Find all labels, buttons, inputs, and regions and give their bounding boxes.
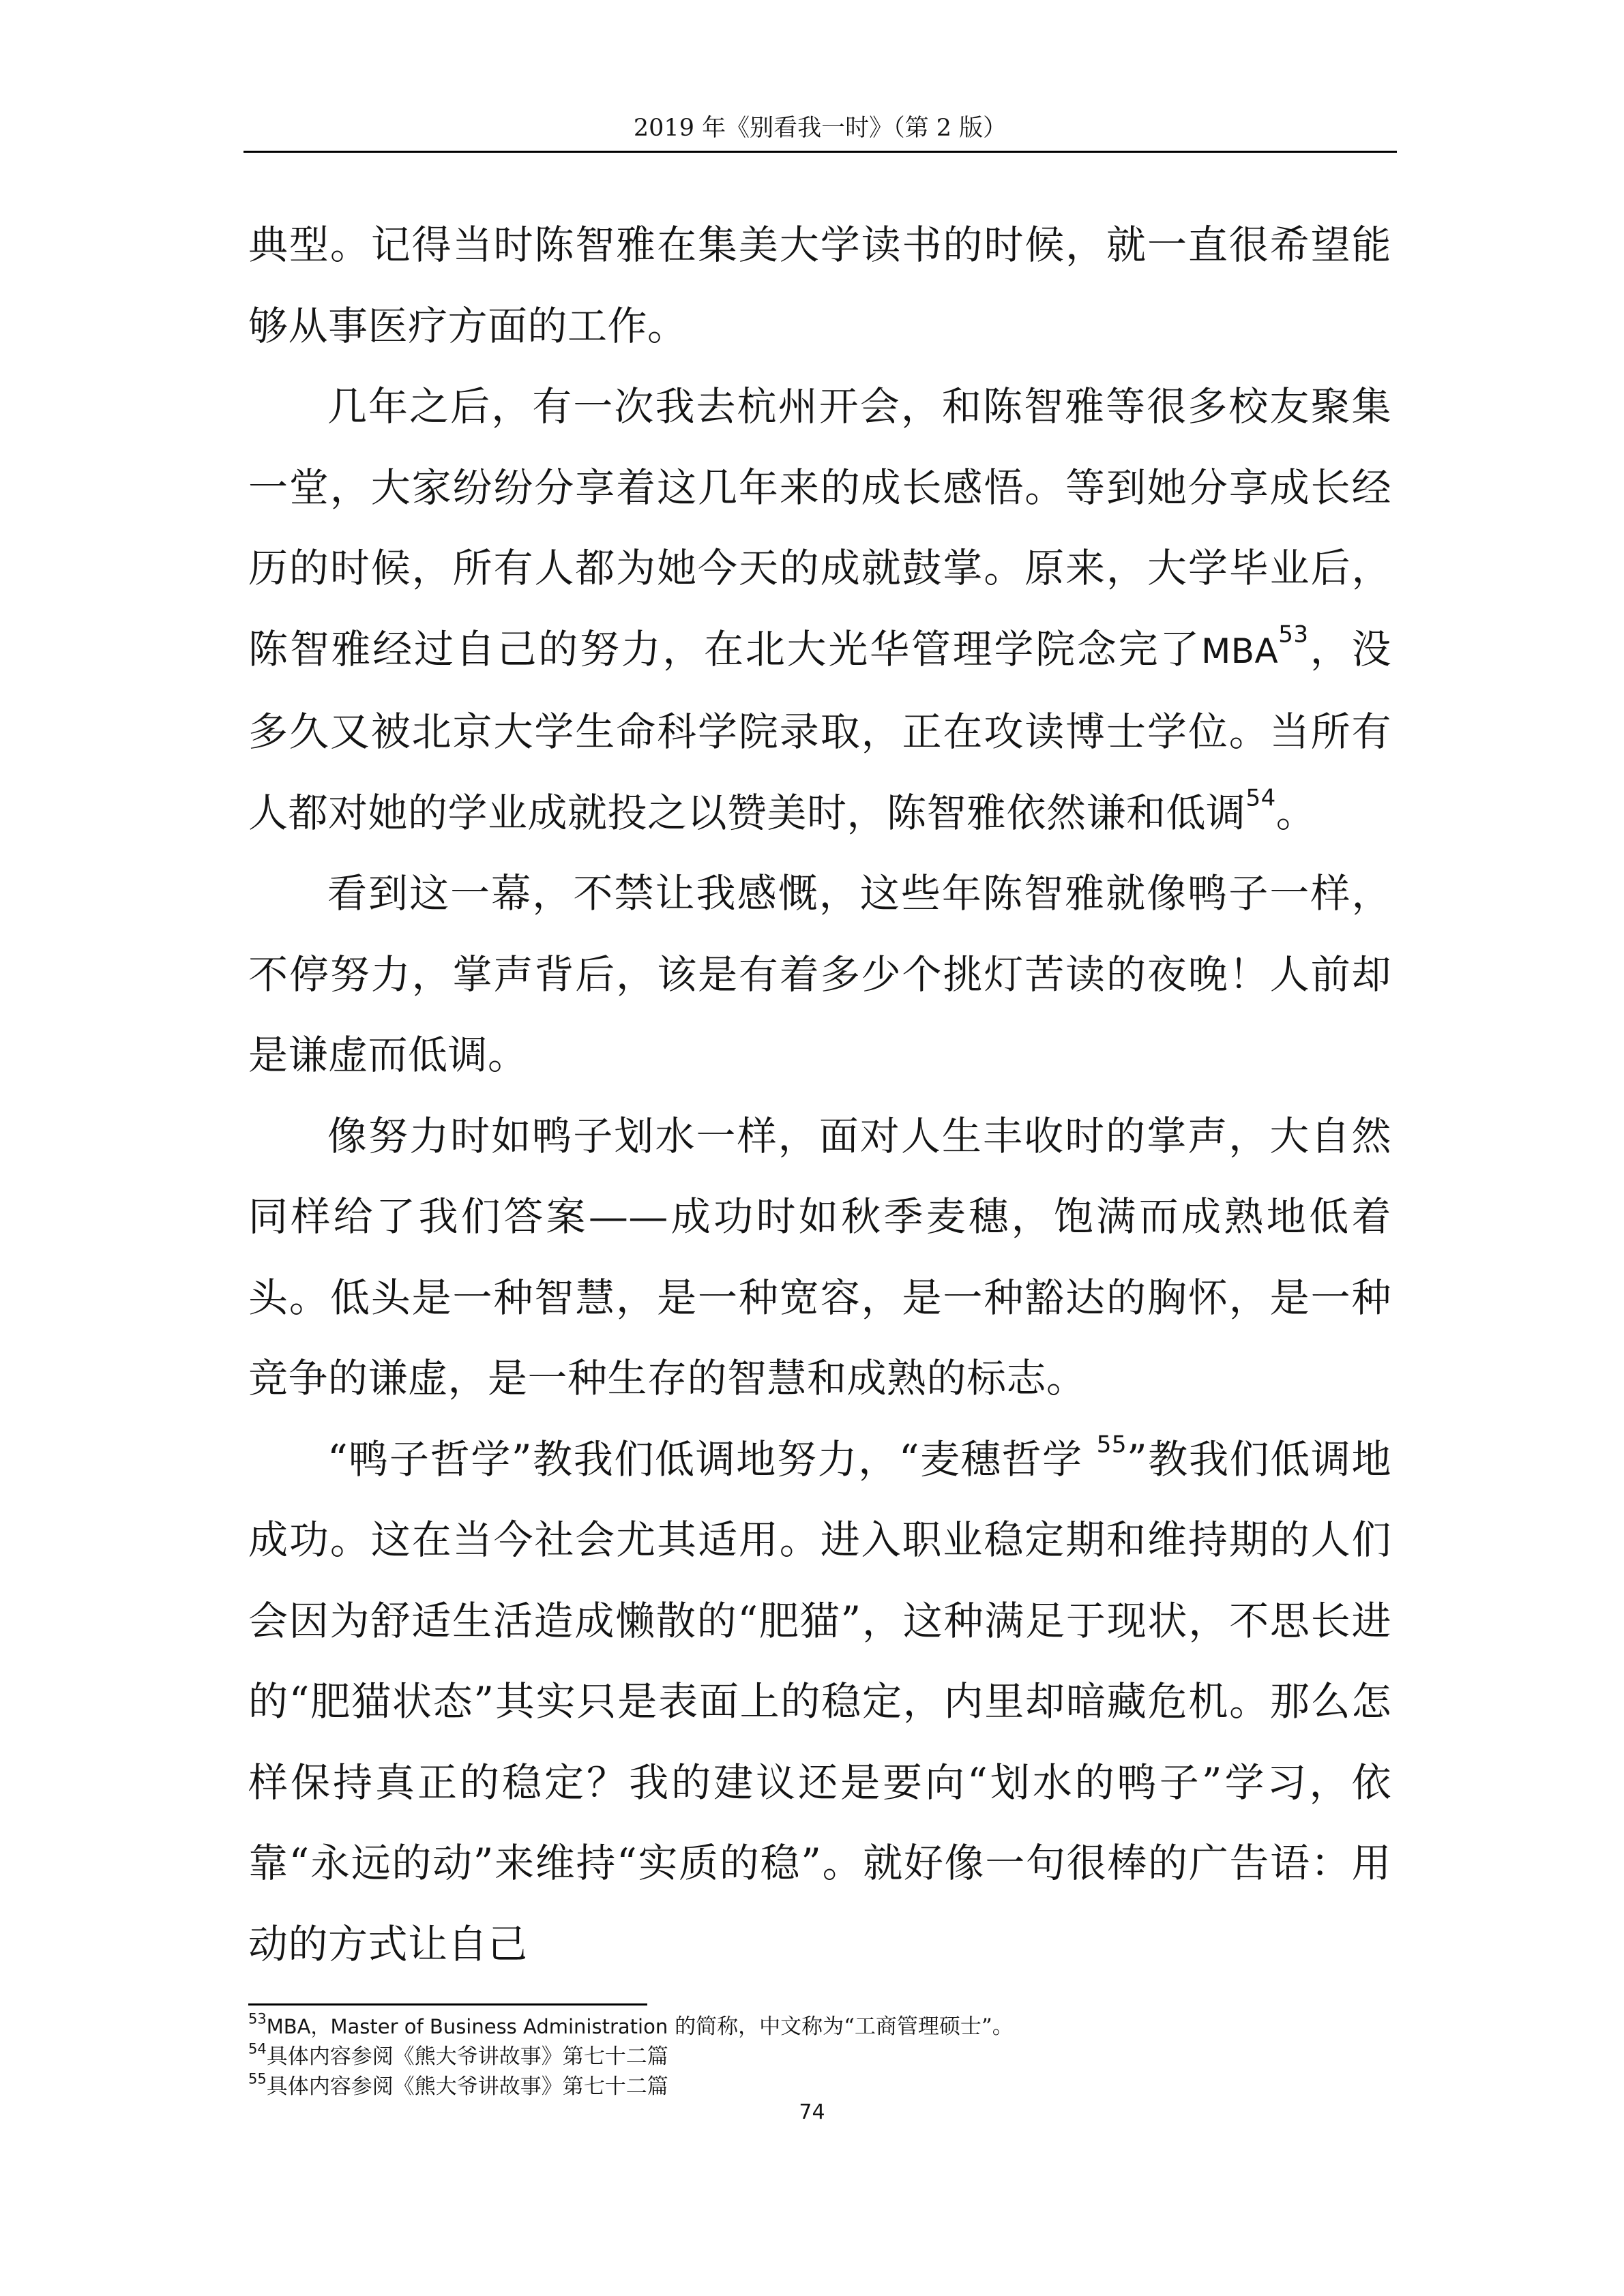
footnote-ref-53[interactable]: 53 [1278,620,1309,648]
footnote-text: 具体内容参阅《熊大爷讲故事》第七十二篇 [266,2044,668,2069]
mba-term: MBA [1201,631,1279,671]
paragraph-5-text-b: ”教我们低调地成功。这在当今社会尤其适用。进入职业稳定期和维持期的人们会因为舒适生活造成懒散的“肥猫”，这种满足于现状，不思长进的“肥猫状态”其实只是表面上的稳定，内里却暗藏危机。那么怎样保持真正的稳定？我的建议还是要向“划水的鸭子”学习，依靠“永远的动”来维持“实质的稳”。就好像一句很棒的广告语：用动的方式让自己 [248,1435,1391,1967]
footnote-53 [248,2012,1391,2042]
footnotes [248,2012,1391,2102]
paragraph-2 [248,366,1391,853]
footnote-latin: MBA，Master of Business Administration [266,2015,668,2038]
footnote-separator [248,2003,647,2006]
paragraph-5 [248,1419,1391,1985]
footnote-text: 的简称，中文称为“工商管理硕士”。 [668,2014,1014,2039]
footnote-ref-55[interactable]: 55 [1096,1430,1127,1458]
footnote-number: 53 [248,2010,267,2027]
page-number: 74 [799,2100,825,2124]
footnote-number: 55 [248,2070,267,2087]
paragraph-4: 像努力时如鸭子划水一样，面对人生丰收时的掌声，大自然同样给了我们答案——成功时如秋季麦穗，饱满而成熟地低着头。低头是一种智慧，是一种宽容，是一种豁达的胸怀，是一种竞争的谦虚，是一种生存的智慧和成熟的标志。 [248,1112,1391,1401]
paragraph-2-text-b: ，没多久又被北京大学生命科学院录取，正在攻读博士学位。当所有人都对她的学业成就投之以赞美时，陈智雅依然谦和低调 [248,625,1391,836]
paragraph-1: 典型。记得当时陈智雅在集美大学读书的时候，就一直很希望能够从事医疗方面的工作。 [248,222,1391,349]
footnote-54 [248,2042,1391,2072]
footnote-ref-54[interactable]: 54 [1245,784,1276,811]
paragraph-5-text-a: “鸭子哲学”教我们低调地努力，“麦穗哲学 [327,1435,1097,1482]
header-rule [243,151,1397,153]
footnote-55 [248,2072,1391,2102]
footnote-number: 54 [248,2040,267,2057]
footnote-text: 具体内容参阅《熊大爷讲故事》第七十二篇 [266,2074,668,2099]
paragraph-2-text-c: 。 [1275,789,1316,836]
paragraph-3: 看到这一幕，不禁让我感慨，这些年陈智雅就像鸭子一样，不停努力，掌声背后，该是有着多少个挑灯苦读的夜晚！人前却是谦虚而低调。 [248,870,1391,1078]
body-text [248,205,1391,1984]
paragraph-2-text-a: 几年之后，有一次我去杭州开会，和陈智雅等很多校友聚集一堂，大家纷纷分享着这几年来的成长感悟。等到她分享成长经历的时候，所有人都为她今天的成就鼓掌。原来，大学毕业后，陈智雅经过自己的努力，在北大光华管理学院念完了 [248,383,1391,672]
running-header: 2019 年《别看我一时》（第 2 版） [633,115,1007,142]
